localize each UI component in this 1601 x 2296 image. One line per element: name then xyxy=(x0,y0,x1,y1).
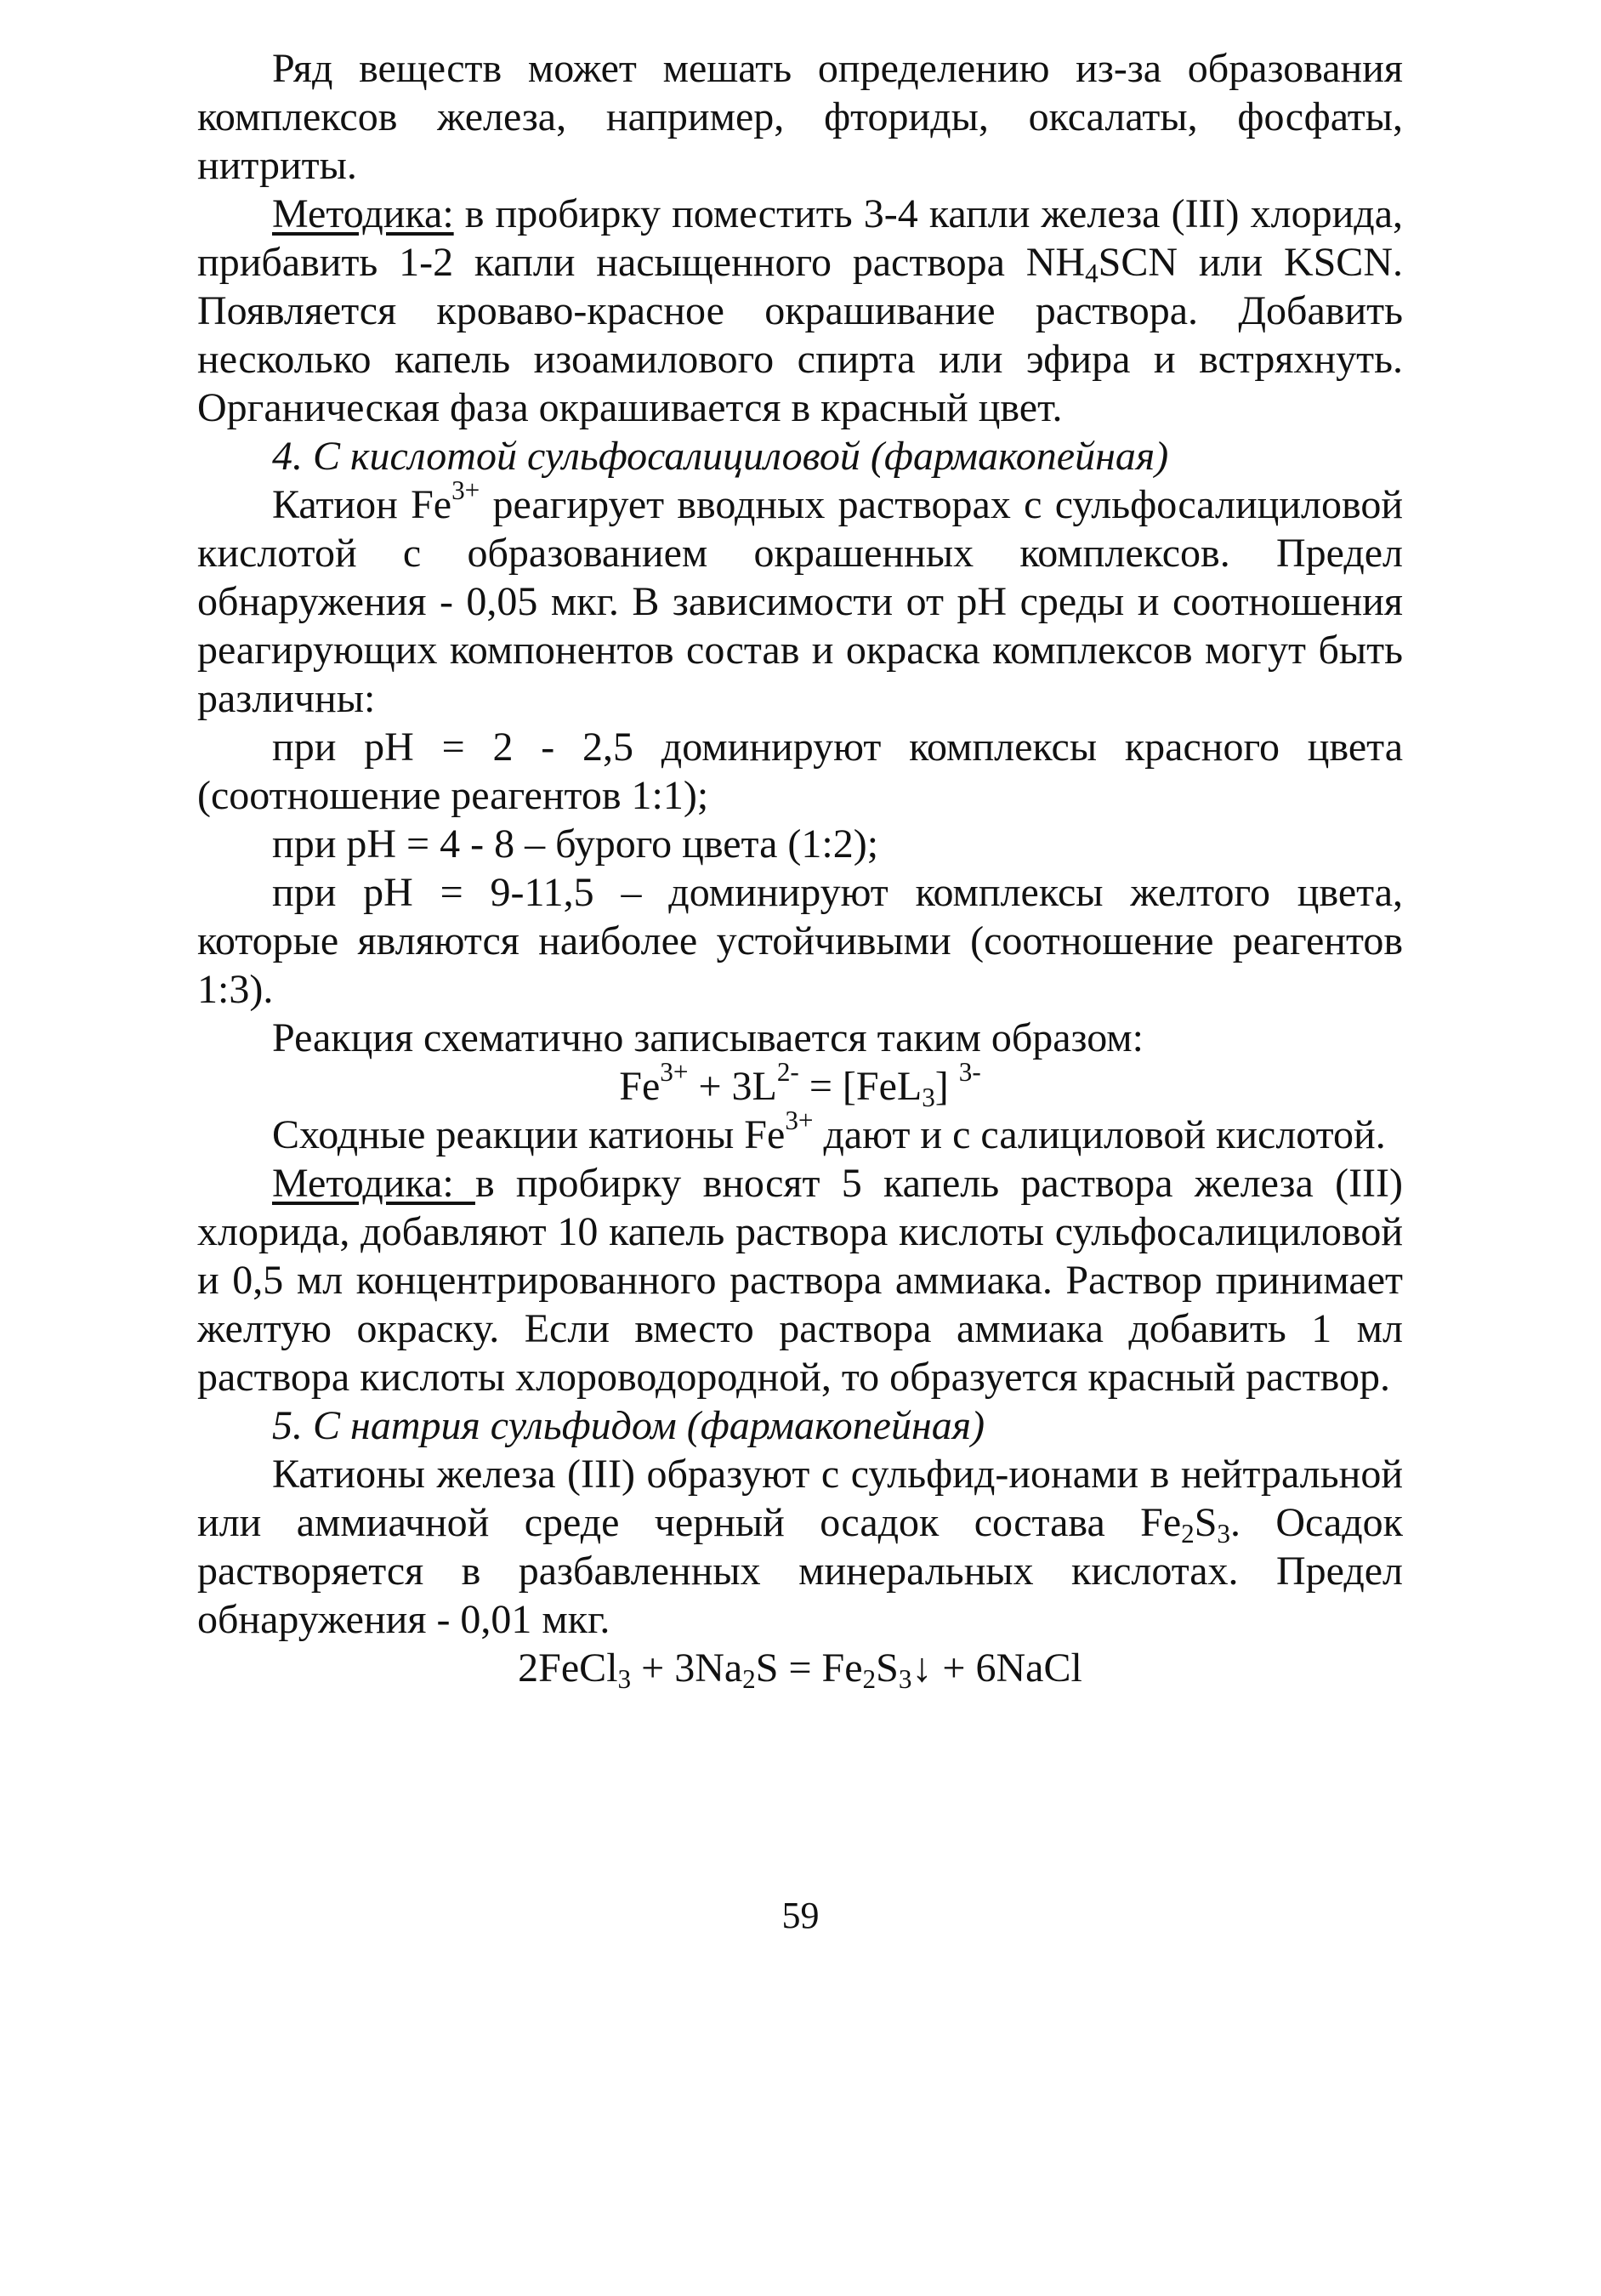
eq-sub: 3 xyxy=(617,1663,632,1694)
subscript: 4 xyxy=(1085,258,1099,288)
eq-sub: 3 xyxy=(898,1663,912,1694)
paragraph-interfering-substances: Ряд веществ может мешать определению из-за образования комплексов железа, например, фториды, оксалаты, фосфаты, нитриты. xyxy=(197,46,1403,188)
method-text: в пробирку вносят 5 капель раствора железа (III) хлорида, добавляют 10 капель раствора кислоты сульфосалициловой и 0,5 мл концентрированного раствора аммиака. Раствор принимает желтую окраску. Если вместо раствора аммиака добавить 1 мл раствора кислоты хлороводородной, то образуется красный раствор. xyxy=(197,1161,1404,1400)
text-part: Сходные реакции катионы Fe xyxy=(272,1112,786,1157)
eq-part: + 3Na xyxy=(631,1645,743,1691)
eq-sup: 3+ xyxy=(660,1057,689,1088)
eq-sub: 2 xyxy=(742,1663,756,1694)
method-label: Методика: xyxy=(272,191,454,236)
eq-part: ] xyxy=(934,1064,959,1109)
subscript: 3 xyxy=(1217,1518,1231,1549)
text-part: реагирует вводных растворах с сульфосалициловой кислотой с образованием окрашенных комплексов. Предел обнаружения - 0,05 мкг. В зависимости от pH среды и соотношения реагирующих компонентов состав и окраска комплексов могут быть различны: xyxy=(197,482,1404,721)
method-label: Методика: xyxy=(272,1161,475,1206)
method-paragraph-sulfosalicylic xyxy=(197,1159,1403,1401)
method-text-part: в пробирку поместить 3-4 капли железа (III) хлорида, прибавить 1-2 капли насыщенного раствора NH xyxy=(197,191,1403,285)
superscript: 3+ xyxy=(451,475,480,506)
eq-sup: 3- xyxy=(958,1057,981,1088)
subscript: 2 xyxy=(1181,1518,1195,1549)
section-heading-sulfosalicylic: 4. С кислотой сульфосалициловой (фармакопейная) xyxy=(272,434,1169,479)
paragraph-sulfide-reaction xyxy=(197,1450,1403,1644)
method-paragraph-thiocyanate xyxy=(197,190,1403,432)
superscript: 3+ xyxy=(785,1105,814,1136)
eq-part: Fe xyxy=(619,1064,661,1109)
paragraph-ph-range-2: при pH = 4 - 8 – бурого цвета (1:2); xyxy=(272,821,879,867)
eq-part: S xyxy=(876,1645,899,1691)
text-part: дают и с салициловой кислотой. xyxy=(813,1112,1386,1157)
text-part: S xyxy=(1194,1500,1218,1545)
equation-sulfide-precipitation xyxy=(197,1644,1403,1692)
eq-part: + 3L xyxy=(688,1064,777,1109)
paragraph-sulfosalicylic-reaction xyxy=(197,475,1404,723)
section-heading-sodium-sulfide: 5. С натрия сульфидом (фармакопейная) xyxy=(272,1403,985,1448)
page-number: 59 xyxy=(781,1895,820,1936)
eq-part: S = Fe xyxy=(755,1645,863,1691)
method-text-part: SCN или KSCN. Появляется кроваво-красное окрашивание раствора. Добавить несколько капель изоамилового спирта или эфира и встряхнуть. Органическая фаза окрашивается в красный цвет. xyxy=(197,240,1403,430)
equation-complex-formation xyxy=(197,1057,1403,1112)
paragraph-reaction-scheme: Реакция схематично записывается таким образом: xyxy=(272,1015,1144,1060)
paragraph-ph-range-1: при pH = 2 - 2,5 доминируют комплексы красного цвета (соотношение реагентов 1:1); xyxy=(197,725,1403,818)
eq-part: = [FeL xyxy=(798,1064,923,1109)
text-part: . Осадок растворяется в разбавленных минеральных кислотах. Предел обнаружения - 0,01 мкг. xyxy=(197,1500,1403,1642)
eq-part: 2FeCl xyxy=(518,1645,618,1691)
text-part: Катионы железа (III) образуют с сульфид-ионами в нейтральной или аммиачной среде черный осадок состава Fe xyxy=(197,1452,1403,1545)
page-body xyxy=(197,44,1403,1692)
eq-sub: 2 xyxy=(862,1663,877,1694)
paragraph-ph-range-3: при pH = 9-11,5 – доминируют комплексы желтого цвета, которые являются наиболее устойчивыми (соотношение реагентов 1:3). xyxy=(197,870,1403,1012)
paragraph-salicylic-similar xyxy=(197,1105,1403,1159)
eq-part: ↓ + 6NaCl xyxy=(911,1645,1082,1691)
text-part: Катион Fe xyxy=(272,482,452,527)
eq-sub: 3 xyxy=(922,1082,935,1112)
eq-sup: 2- xyxy=(776,1057,799,1088)
